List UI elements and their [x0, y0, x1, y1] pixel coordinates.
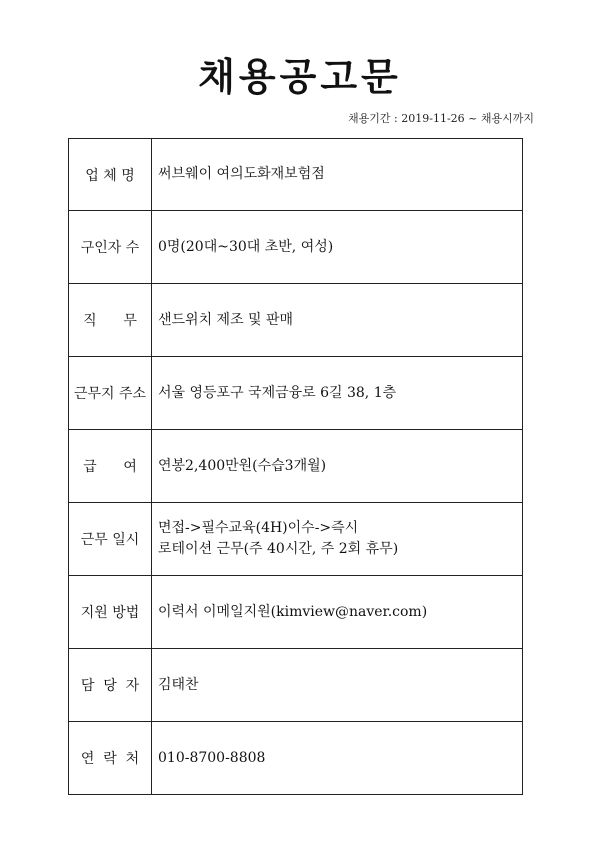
table-row-duty [69, 284, 523, 357]
table-row-phone [69, 722, 523, 795]
job-posting-table [68, 138, 523, 795]
row-label: 근무지 주소 [69, 357, 152, 430]
table-row-contact-person [69, 649, 523, 722]
value-line: 써브웨이 여의도화재보험점 [158, 166, 325, 182]
row-label: 근무 일시 [69, 503, 152, 576]
row-label: 담 당 자 [69, 649, 152, 722]
table-row-salary [69, 430, 523, 503]
row-value [152, 503, 523, 576]
row-label: 지원 방법 [69, 576, 152, 649]
row-value [152, 430, 523, 503]
value-line: 로테이션 근무(주 40시간, 주 2회 휴무) [158, 541, 399, 557]
value-line: 010-8700-8808 [158, 749, 266, 766]
page-title: 채용공고문 [198, 54, 402, 99]
row-label: 업 체 명 [69, 139, 152, 211]
row-label: 직 무 [69, 284, 152, 357]
table-row-address [69, 357, 523, 430]
row-value [152, 139, 523, 211]
value-line: 서울 영등포구 국제금융로 6길 38, 1층 [158, 384, 397, 401]
value-line: 샌드위치 제조 및 판매 [158, 311, 294, 328]
value-line: 0명(20대~30대 초반, 여성) [158, 238, 334, 255]
row-label: 급 여 [69, 430, 152, 503]
table-row-schedule [69, 503, 523, 576]
row-value [152, 211, 523, 284]
value-line: 김태찬 [158, 676, 199, 693]
table-row-headcount [69, 211, 523, 284]
recruitment-period: 채용기간 : 2019-11-26 ~ 채용시까지 [348, 112, 534, 125]
row-value [152, 284, 523, 357]
row-label: 구인자 수 [69, 211, 152, 284]
row-value [152, 722, 523, 795]
row-value [152, 357, 523, 430]
row-value [152, 649, 523, 722]
value-line: 이력서 이메일지원(kimview@naver.com) [158, 603, 428, 620]
table-row-application [69, 576, 523, 649]
row-value [152, 576, 523, 649]
value-line: 연봉2,400만원(수습3개월) [158, 457, 327, 474]
table-row-company [69, 139, 523, 211]
value-line: 면접->필수교육(4H)이수->즉시 [158, 520, 359, 536]
row-label: 연 락 처 [69, 722, 152, 795]
